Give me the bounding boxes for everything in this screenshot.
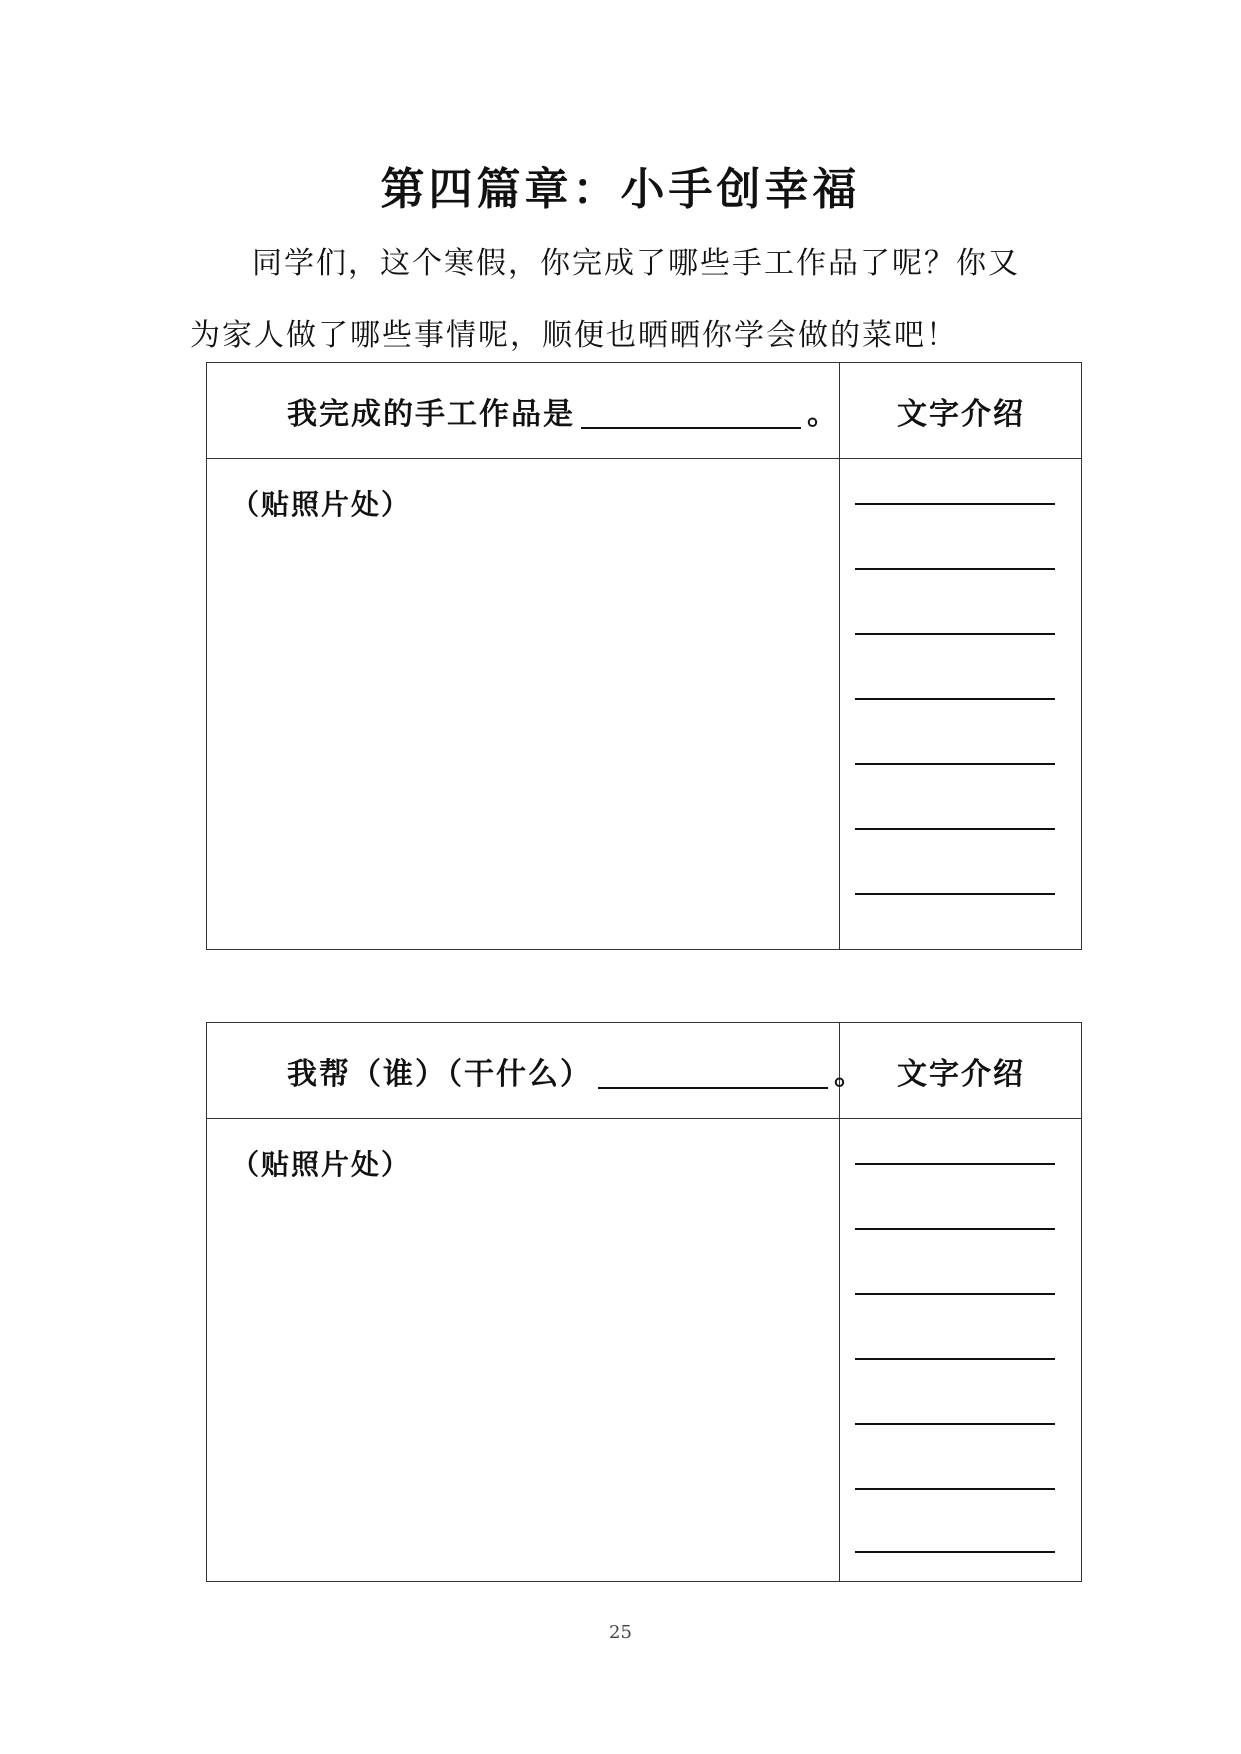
description-line[interactable] <box>855 1488 1055 1490</box>
intro-line-1: 同学们，这个寒假，你完成了哪些手工作品了呢？你又 <box>252 246 1020 281</box>
helping-card <box>206 1022 1082 1582</box>
photo-placeholder-label: （贴照片处） <box>231 1148 412 1181</box>
description-line[interactable] <box>855 1551 1055 1553</box>
helping-prompt <box>287 1023 866 1118</box>
description-line[interactable] <box>855 1293 1055 1295</box>
photo-placeholder-label: （贴照片处） <box>231 488 412 521</box>
helping-task-blank[interactable] <box>598 1053 828 1089</box>
page-number: 25 <box>609 1622 632 1643</box>
handcraft-name-blank[interactable] <box>581 393 801 429</box>
prompt-suffix: 。 <box>807 396 839 432</box>
description-line[interactable] <box>855 893 1055 895</box>
prompt-prefix: 我帮（谁）（干什么） <box>287 1056 592 1092</box>
handcraft-card <box>206 362 1082 950</box>
side-title: 文字介绍 <box>897 396 1025 432</box>
description-line[interactable] <box>855 1228 1055 1230</box>
description-line[interactable] <box>855 1423 1055 1425</box>
description-line[interactable] <box>855 1163 1055 1165</box>
description-line[interactable] <box>855 1358 1055 1360</box>
description-line[interactable] <box>855 503 1055 505</box>
handcraft-prompt <box>287 363 839 458</box>
description-line[interactable] <box>855 633 1055 635</box>
description-line[interactable] <box>855 828 1055 830</box>
description-line[interactable] <box>855 568 1055 570</box>
description-line[interactable] <box>855 698 1055 700</box>
intro-line-2: 为家人做了哪些事情呢，顺便也晒晒你学会做的菜吧！ <box>190 318 958 353</box>
side-title: 文字介绍 <box>897 1056 1025 1092</box>
prompt-prefix: 我完成的手工作品是 <box>287 396 575 432</box>
description-line[interactable] <box>855 763 1055 765</box>
prompt-suffix: 。 <box>834 1056 866 1092</box>
page-title: 第四篇章：小手创幸福 <box>380 164 861 215</box>
